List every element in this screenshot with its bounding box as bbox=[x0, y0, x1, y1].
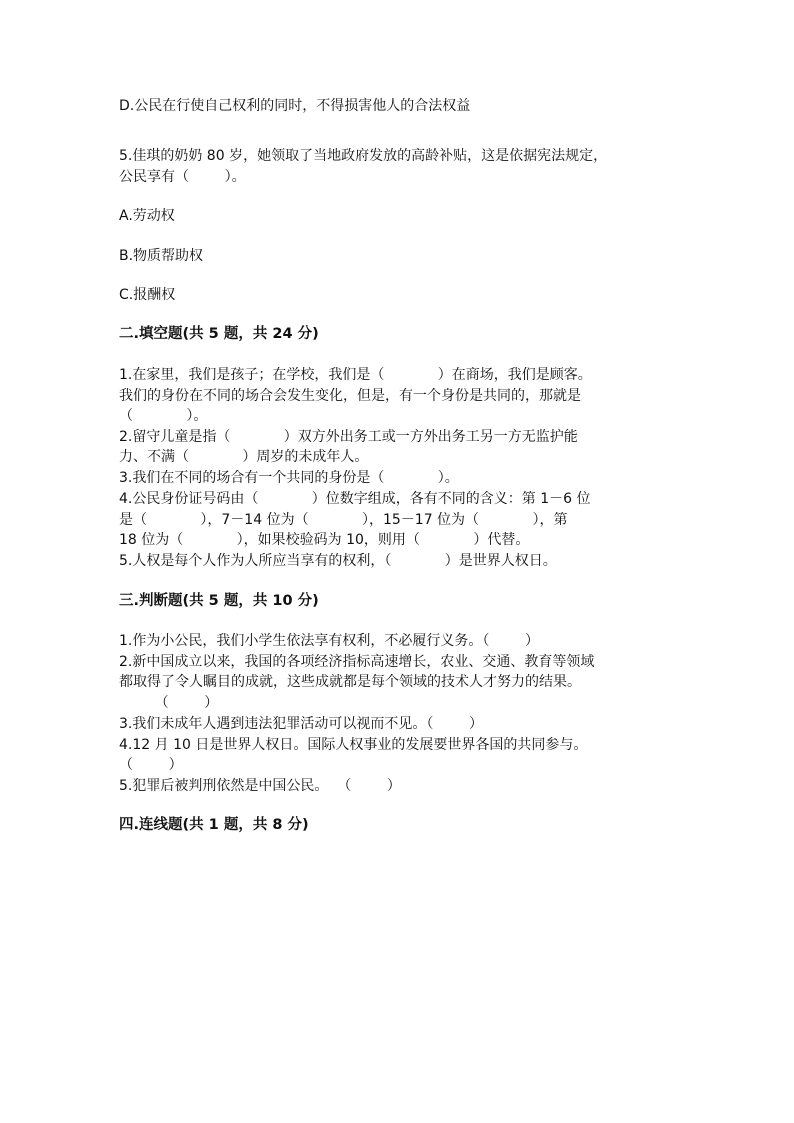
fill-line-2: 我们的身份在不同的场合会发生变化，但是，有一个身份是共同的，那就是 bbox=[119, 388, 581, 404]
judge-line-2: 2.新中国成立以来，我国的各项经济指标高速增长，农业、交通、教育等领域 bbox=[119, 654, 595, 670]
fill-line-5: 力、不满（ ）周岁的未成年人。 bbox=[119, 449, 369, 465]
section-3-heading: 三.判断题(共 5 题，共 10 分) bbox=[119, 593, 319, 609]
judge-line-3: 都取得了令人瞩目的成就，这些成就都是每个领域的技术人才努力的结果。 bbox=[119, 674, 581, 690]
fill-line-9: 18 位为（ ），如果校验码为 10，则用（ ）代替。 bbox=[119, 532, 530, 548]
fill-line-6: 3.我们在不同的场合有一个共同的身份是（ ）。 bbox=[119, 470, 459, 486]
fill-line-7: 4.公民身份证号码由（ ）位数字组成，各有不同的含义：第 1－6 位 bbox=[119, 491, 591, 507]
option-c: C.报酬权 bbox=[119, 287, 176, 303]
fill-line-8: 是（ ），7－14 位为（ ），15－17 位为（ ），第 bbox=[119, 512, 568, 528]
fill-line-10: 5.人权是每个人作为人所应当享有的权利，（ ）是世界人权日。 bbox=[119, 553, 557, 569]
fill-line-4: 2.留守儿童是指（ ）双方外出务工或一方外出务工另一方无监护能 bbox=[119, 429, 578, 445]
fill-line-1: 1.在家里，我们是孩子；在学校，我们是（ ）在商场，我们是顾客。 bbox=[119, 367, 592, 383]
section-2-heading: 二.填空题(共 5 题，共 24 分) bbox=[119, 326, 319, 342]
option-b: B.物质帮助权 bbox=[119, 248, 204, 264]
judge-line-4: （ ） bbox=[119, 695, 219, 711]
question-5-line-2: 公民享有（ ）。 bbox=[119, 169, 246, 185]
section-4-heading: 四.连线题(共 1 题，共 8 分) bbox=[119, 817, 309, 833]
judge-line-1: 1.作为小公民，我们小学生依法享有权利，不必履行义务。（ ） bbox=[119, 633, 539, 649]
option-a: A.劳动权 bbox=[119, 208, 175, 224]
judge-line-8: 5.犯罪后被判刑依然是中国公民。 （ ） bbox=[119, 778, 401, 794]
judge-line-7: （ ） bbox=[119, 757, 183, 773]
fill-line-3: （ ）。 bbox=[119, 408, 208, 424]
question-5-line-1: 5.佳琪的奶奶 80 岁，她领取了当地政府发放的高龄补贴，这是依据宪法规定， bbox=[119, 148, 608, 164]
judge-line-5: 3.我们未成年人遇到违法犯罪活动可以视而不见。（ ） bbox=[119, 716, 483, 732]
option-d-text: D.公民在行使自己权利的同时，不得损害他人的合法权益 bbox=[119, 98, 471, 114]
judge-line-6: 4.12 月 10 日是世界人权日。国际人权事业的发展要世界各国的共同参与。 bbox=[119, 737, 588, 753]
